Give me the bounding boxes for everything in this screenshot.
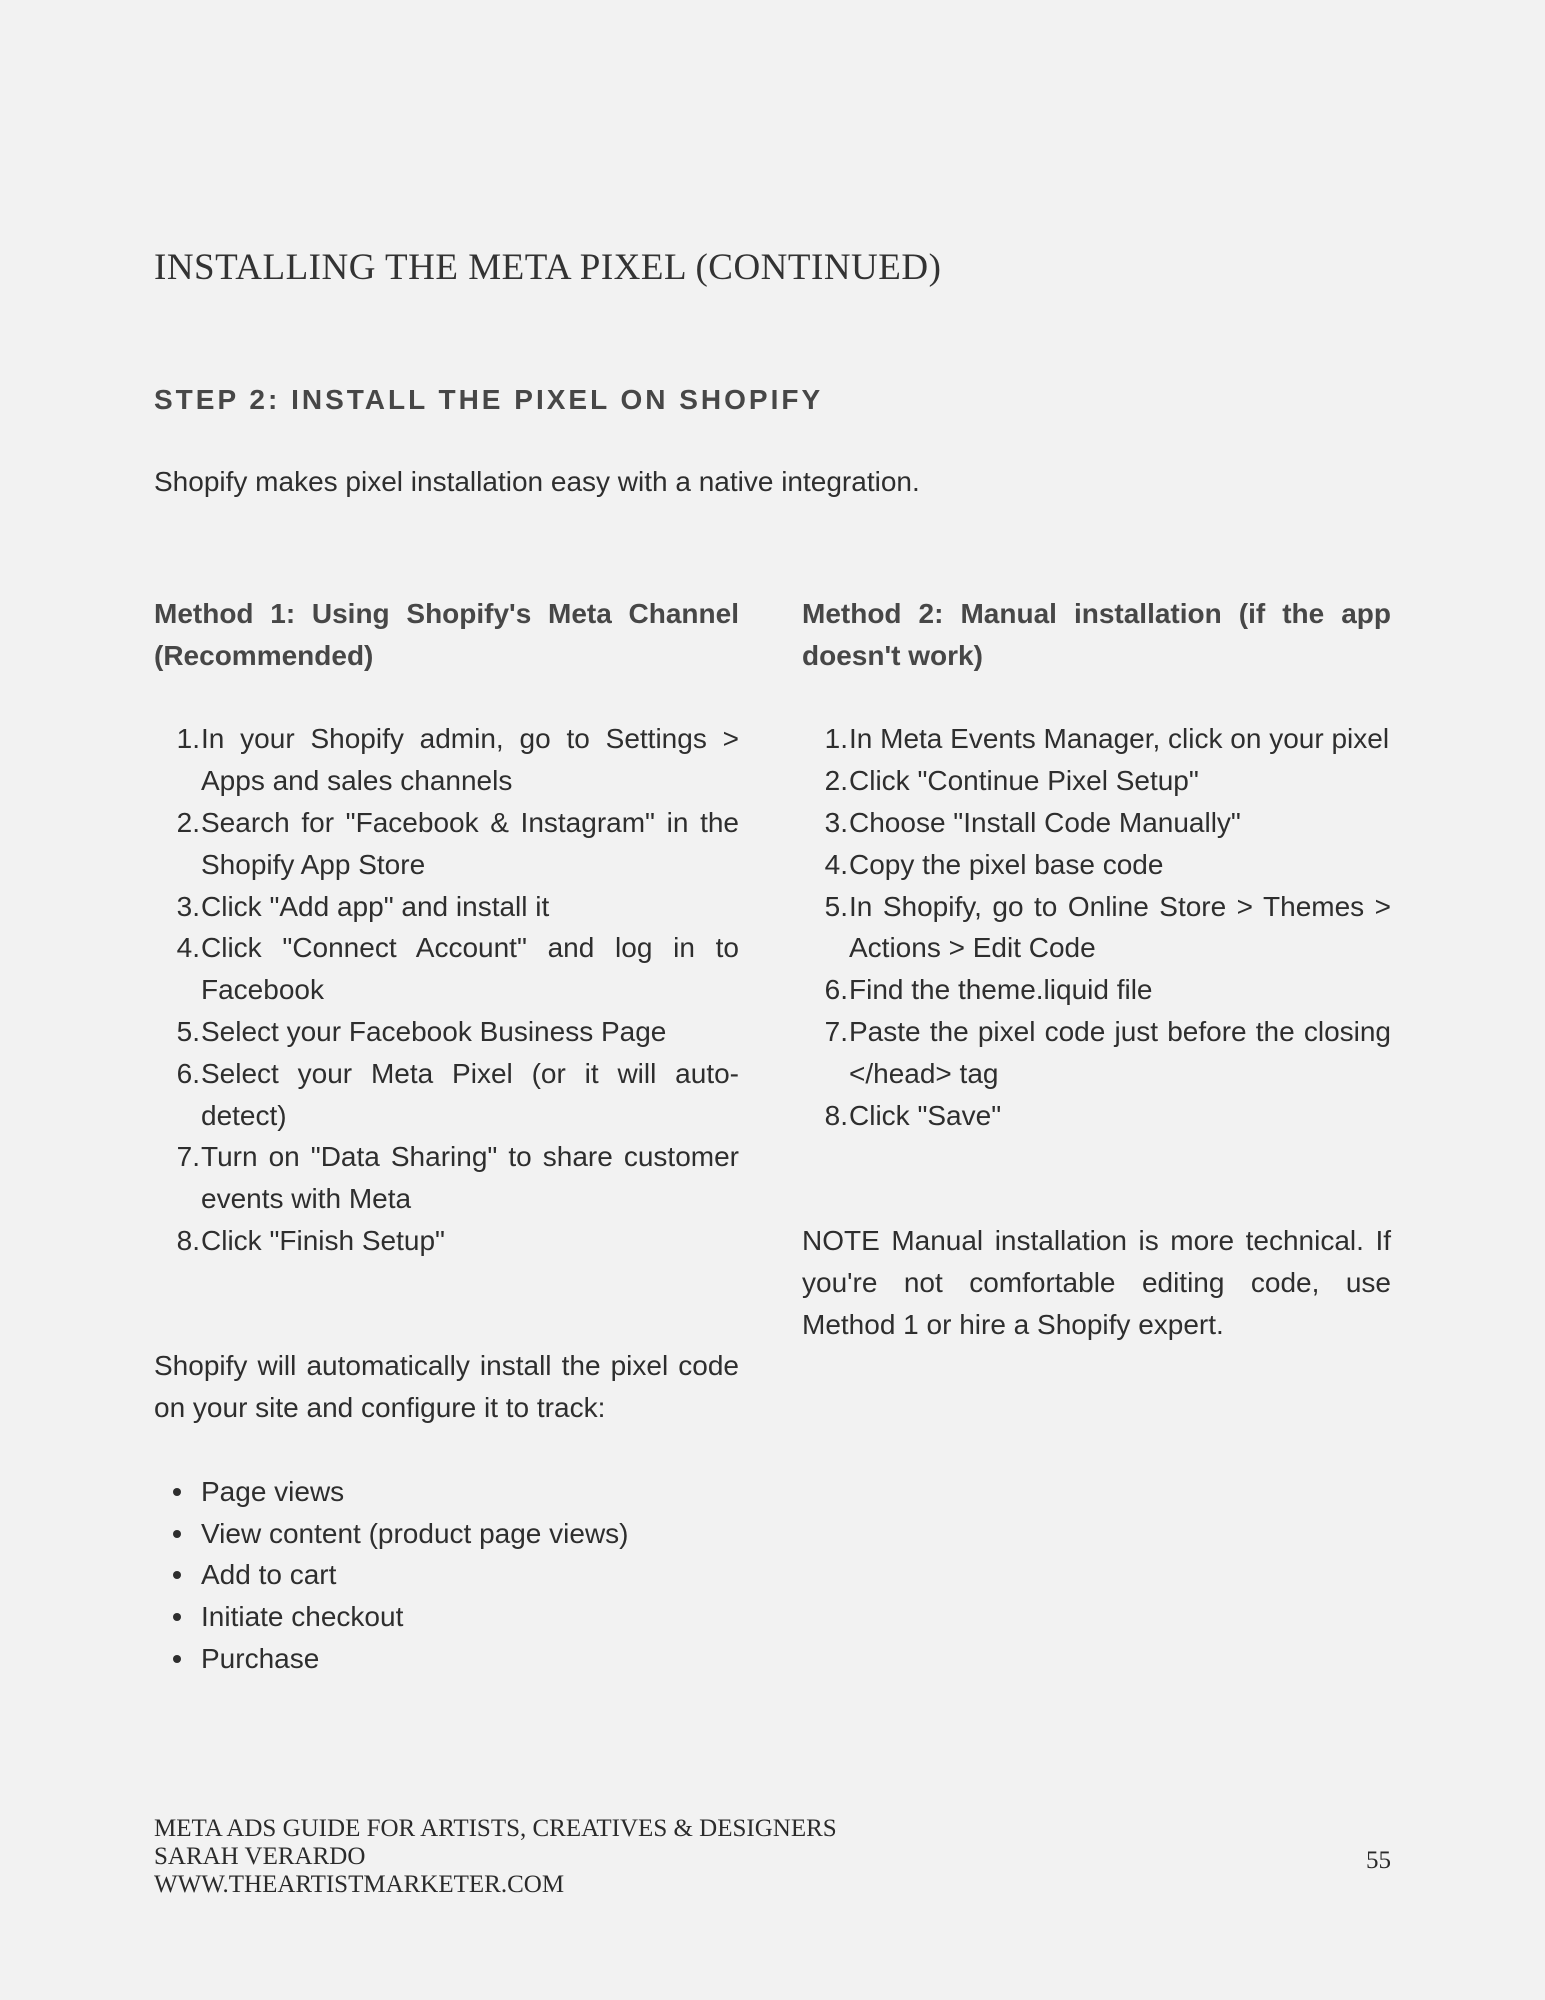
method-2-step bbox=[802, 1011, 1391, 1095]
tracked-event-text: Initiate checkout bbox=[201, 1601, 404, 1633]
method-2-step bbox=[802, 1095, 1391, 1137]
method-1-steps bbox=[154, 718, 739, 1261]
method-1-step bbox=[154, 718, 739, 802]
step-text: Turn on "Data Sharing" to share customer events with Meta bbox=[201, 1141, 739, 1215]
bullet-icon bbox=[173, 1488, 181, 1496]
step-number: 1. bbox=[176, 723, 200, 755]
step-text: Click "Continue Pixel Setup" bbox=[849, 765, 1199, 797]
footer-book-title: META ADS GUIDE FOR ARTISTS, CREATIVES & DESIGNERS bbox=[154, 1815, 837, 1842]
step-text: Click "Save" bbox=[849, 1099, 1002, 1131]
step-number: 4. bbox=[176, 932, 200, 964]
method-1-step bbox=[154, 1011, 739, 1053]
manual-install-note: NOTE Manual installation is more technical. If you're not comfortable editing code, use Method 1 or hire a Shopify expert. bbox=[802, 1224, 1391, 1340]
step-number: 5. bbox=[176, 1015, 200, 1047]
method-2-heading: Method 2: Manual installation (if the app doesn't work) bbox=[802, 598, 1391, 671]
page-number: 55 bbox=[1366, 1847, 1391, 1874]
step-text: Paste the pixel code just before the closing </head> tag bbox=[849, 1015, 1391, 1089]
method-1-step bbox=[154, 886, 739, 928]
tracked-event-item bbox=[154, 1513, 739, 1555]
step-text: Select your Facebook Business Page bbox=[201, 1015, 667, 1047]
step-text: In your Shopify admin, go to Settings > Apps and sales channels bbox=[201, 723, 739, 797]
step-heading: STEP 2: INSTALL THE PIXEL ON SHOPIFY bbox=[154, 384, 824, 415]
step-number: 8. bbox=[176, 1224, 200, 1256]
tracking-intro: Shopify will automatically install the pixel code on your site and configure it to track: bbox=[154, 1350, 739, 1424]
method-2-step bbox=[802, 844, 1391, 886]
method-2-step bbox=[802, 802, 1391, 844]
step-number: 7. bbox=[176, 1141, 200, 1173]
method-1-step bbox=[154, 1136, 739, 1220]
step-text: In Meta Events Manager, click on your pixel bbox=[849, 723, 1390, 755]
method-1-step bbox=[154, 1053, 739, 1137]
method-2-step bbox=[802, 969, 1391, 1011]
step-text: Select your Meta Pixel (or it will auto-detect) bbox=[201, 1057, 739, 1131]
method-2-step bbox=[802, 886, 1391, 970]
tracked-event-item bbox=[154, 1554, 739, 1596]
step-text: Search for "Facebook & Instagram" in the Shopify App Store bbox=[201, 806, 739, 880]
footer-website: WWW.THEARTISTMARKETER.COM bbox=[154, 1871, 565, 1898]
page-footer bbox=[154, 1815, 837, 1899]
step-number: 6. bbox=[176, 1057, 200, 1089]
step-text: Copy the pixel base code bbox=[849, 848, 1164, 880]
method-2-steps bbox=[802, 718, 1391, 1136]
method-2-step bbox=[802, 760, 1391, 802]
step-text: Click "Connect Account" and log in to Facebook bbox=[201, 932, 739, 1006]
step-text: Click "Finish Setup" bbox=[201, 1224, 445, 1256]
step-number: 4. bbox=[824, 848, 848, 880]
bullet-icon bbox=[173, 1530, 181, 1538]
tracked-events-list bbox=[154, 1471, 739, 1680]
bullet-icon bbox=[173, 1571, 181, 1579]
method-1-heading: Method 1: Using Shopify's Meta Channel (Recommended) bbox=[154, 598, 739, 671]
method-2-step bbox=[802, 718, 1391, 760]
method-1-step bbox=[154, 927, 739, 1011]
tracked-event-item bbox=[154, 1638, 739, 1680]
bullet-icon bbox=[173, 1613, 181, 1621]
bullet-icon bbox=[173, 1655, 181, 1663]
intro-text: Shopify makes pixel installation easy with a native integration. bbox=[154, 466, 920, 497]
tracked-event-item bbox=[154, 1596, 739, 1638]
tracked-event-text: Purchase bbox=[201, 1642, 320, 1674]
step-number: 7. bbox=[824, 1015, 848, 1047]
step-number: 5. bbox=[824, 890, 848, 922]
step-number: 2. bbox=[176, 806, 200, 838]
step-number: 1. bbox=[824, 723, 848, 755]
step-text: Find the theme.liquid file bbox=[849, 974, 1153, 1006]
step-text: Choose "Install Code Manually" bbox=[849, 806, 1241, 838]
method-1-column bbox=[154, 593, 739, 1680]
tracked-event-text: Page views bbox=[201, 1475, 345, 1507]
step-text: In Shopify, go to Online Store > Themes > Actions > Edit Code bbox=[849, 890, 1391, 964]
step-number: 3. bbox=[176, 890, 200, 922]
step-number: 6. bbox=[824, 974, 848, 1006]
tracked-event-text: View content (product page views) bbox=[201, 1517, 629, 1549]
tracked-event-text: Add to cart bbox=[201, 1559, 337, 1591]
step-number: 2. bbox=[824, 765, 848, 797]
step-text: Click "Add app" and install it bbox=[201, 890, 550, 922]
tracked-event-item bbox=[154, 1471, 739, 1513]
page-title: INSTALLING THE META PIXEL (CONTINUED) bbox=[154, 247, 942, 288]
method-2-column bbox=[802, 593, 1391, 1345]
footer-author: SARAH VERARDO bbox=[154, 1843, 366, 1870]
method-1-step bbox=[154, 1220, 739, 1262]
step-number: 8. bbox=[824, 1099, 848, 1131]
method-1-step bbox=[154, 802, 739, 886]
step-number: 3. bbox=[824, 806, 848, 838]
